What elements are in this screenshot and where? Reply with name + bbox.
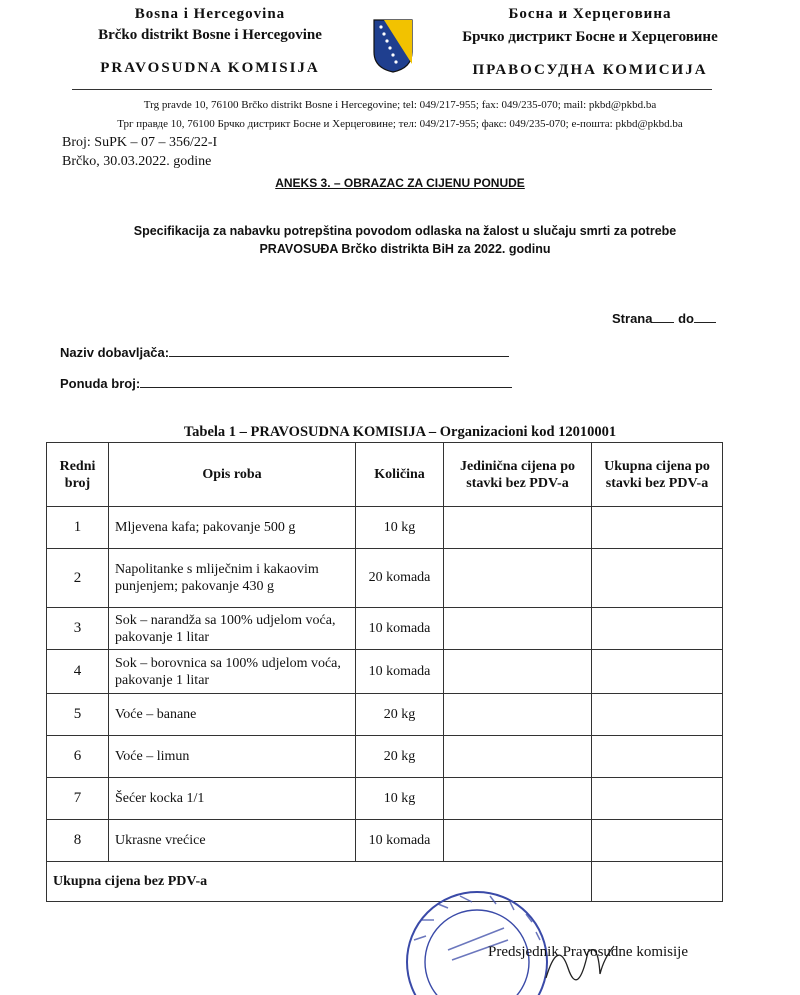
header-no: Redni broj xyxy=(47,443,109,507)
signature-role: Predsjednik Pravosudne komisije xyxy=(488,944,688,960)
row-no: 2 xyxy=(47,549,109,608)
row-no: 6 xyxy=(47,736,109,778)
row-unit-price-cell[interactable] xyxy=(444,608,592,650)
header-left-country: Bosna i Hercegovina xyxy=(134,6,286,22)
table-caption: Tabela 1 – PRAVOSUDNA KOMISIJA – Organizacioni kod 12010001 xyxy=(183,424,617,440)
table-row xyxy=(47,507,723,549)
row-qty: 20 kg xyxy=(356,694,444,736)
row-unit-price-cell[interactable] xyxy=(444,694,592,736)
row-qty: 10 kg xyxy=(356,778,444,820)
page-total-blank[interactable] xyxy=(694,310,716,323)
contact-latin: Trg pravde 10, 76100 Brčko distrikt Bosne i Hercegovine; tel: 049/217-955; fax: 049/235-070; mail: pkbd@pkbd.ba xyxy=(143,99,657,111)
table-row xyxy=(47,694,723,736)
row-unit-price-cell[interactable] xyxy=(444,507,592,549)
row-desc: Voće – banane xyxy=(109,694,356,736)
row-desc: Sok – narandža sa 100% udjelom voća, pakovanje 1 litar xyxy=(109,608,356,650)
page-number-blank[interactable] xyxy=(652,310,674,323)
header-right-country: Босна и Херцеговина xyxy=(508,6,672,22)
row-qty: 20 kg xyxy=(356,736,444,778)
row-no: 8 xyxy=(47,820,109,862)
row-total-price-cell[interactable] xyxy=(592,694,723,736)
page-of-label: do xyxy=(678,311,694,326)
row-qty: 10 kg xyxy=(356,507,444,549)
page-field xyxy=(612,310,716,326)
table-header-row xyxy=(47,443,723,507)
row-desc: Napolitanke s mliječnim i kakaovim punjenjem; pakovanje 430 g xyxy=(109,549,356,608)
row-desc: Sok – borovnica sa 100% udjelom voća, pakovanje 1 litar xyxy=(109,650,356,694)
header-right-institution: ПРАВОСУДНА КОМИСИЈА xyxy=(472,62,708,78)
row-total-price-cell[interactable] xyxy=(592,736,723,778)
offer-label: Ponuda broj: xyxy=(60,376,141,391)
header-divider xyxy=(72,89,712,90)
row-unit-price-cell[interactable] xyxy=(444,778,592,820)
specification-line-2: PRAVOSUĐA Brčko distrikta BiH za 2022. godinu xyxy=(259,242,551,256)
row-total-price-cell[interactable] xyxy=(592,820,723,862)
page-label: Strana xyxy=(612,311,653,326)
header-right-district: Брчко дистрикт Босне и Херцеговине xyxy=(462,29,718,45)
row-total-price-cell[interactable] xyxy=(592,778,723,820)
offer-input-line[interactable] xyxy=(140,373,512,388)
header-qty: Količina xyxy=(356,443,444,507)
header-left-institution: PRAVOSUDNA KOMISIJA xyxy=(100,60,320,76)
header-unit-price: Jedinična cijena po stavki bez PDV-a xyxy=(444,443,592,507)
row-no: 7 xyxy=(47,778,109,820)
row-desc: Mljevena kafa; pakovanje 500 g xyxy=(109,507,356,549)
document-date: Brčko, 30.03.2022. godine xyxy=(62,154,212,169)
row-qty: 10 komada xyxy=(356,820,444,862)
row-no: 4 xyxy=(47,650,109,694)
offer-field xyxy=(60,373,512,391)
row-qty: 20 komada xyxy=(356,549,444,608)
table-total-row xyxy=(47,862,723,902)
row-qty: 10 komada xyxy=(356,650,444,694)
row-unit-price-cell[interactable] xyxy=(444,820,592,862)
official-stamp-icon xyxy=(392,880,562,995)
supplier-label: Naziv dobavljača: xyxy=(60,345,170,360)
table-row xyxy=(47,608,723,650)
contact-cyrillic: Трг правде 10, 76100 Брчко дистрикт Босне и Херцеговине; тел: 049/217-955; факс: 049/235-070; е-пошта: pkbd@pkbd.ba xyxy=(117,118,683,130)
row-no: 5 xyxy=(47,694,109,736)
row-unit-price-cell[interactable] xyxy=(444,549,592,608)
table-row xyxy=(47,820,723,862)
table-row xyxy=(47,778,723,820)
header-desc: Opis roba xyxy=(109,443,356,507)
row-desc: Šećer kocka 1/1 xyxy=(109,778,356,820)
row-total-price-cell[interactable] xyxy=(592,650,723,694)
row-total-price-cell[interactable] xyxy=(592,549,723,608)
total-label: Ukupna cijena bez PDV-a xyxy=(47,862,592,902)
specification-line-1: Specifikacija za nabavku potrepština povodom odlaska na žalost u slučaju smrti za potrebe xyxy=(133,224,677,238)
row-no: 1 xyxy=(47,507,109,549)
row-qty: 10 komada xyxy=(356,608,444,650)
table-row xyxy=(47,549,723,608)
specification-text xyxy=(60,222,750,258)
coat-of-arms-icon xyxy=(372,18,414,74)
table-row xyxy=(47,650,723,694)
document-number: Broj: SuPK – 07 – 356/22-I xyxy=(62,135,218,150)
supplier-input-line[interactable] xyxy=(169,342,509,357)
row-total-price-cell[interactable] xyxy=(592,507,723,549)
row-desc: Voće – limun xyxy=(109,736,356,778)
annex-title: ANEKS 3. – OBRAZAC ZA CIJENU PONUDE xyxy=(275,176,525,190)
row-unit-price-cell[interactable] xyxy=(444,736,592,778)
row-desc: Ukrasne vrećice xyxy=(109,820,356,862)
grand-total-cell[interactable] xyxy=(592,862,723,902)
row-unit-price-cell[interactable] xyxy=(444,650,592,694)
header-left-district: Brčko distrikt Bosne i Hercegovine xyxy=(98,27,322,43)
row-total-price-cell[interactable] xyxy=(592,608,723,650)
row-no: 3 xyxy=(47,608,109,650)
price-table xyxy=(46,442,723,902)
supplier-field xyxy=(60,342,509,360)
table-row xyxy=(47,736,723,778)
header-total-price: Ukupna cijena po stavki bez PDV-a xyxy=(592,443,723,507)
